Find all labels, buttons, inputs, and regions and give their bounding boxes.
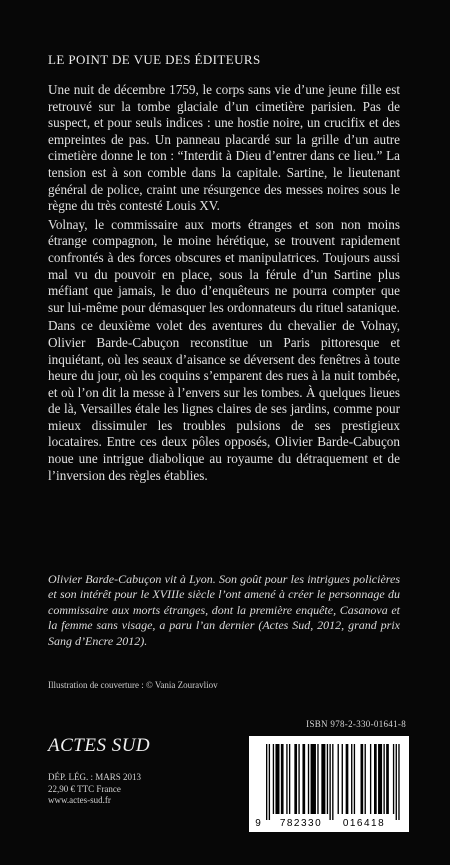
barcode-bar	[396, 744, 397, 820]
barcode-bar	[361, 744, 364, 814]
legal-deposit: DÉP. LÉG. : MARS 2013	[48, 772, 142, 782]
barcode-bar	[378, 744, 382, 814]
blurb-paragraph-2: Volnay, le commissaire aux morts étranges et son non moins étrange compagnon, le moine hérétique, se trouvent rapidement confrontés à des forces obscures et manipulatrices. Toujours aussi mal vu du pouvoir en place, sous la férule d’un Sartine plus méfiant que jamais, le duo d’enquêteurs ne pourra compter que sur lui-même pour démasquer les ordonnateurs du rituel satanique.	[48, 216, 400, 315]
barcode-left-digits: 782330	[279, 818, 323, 829]
barcode-bar	[393, 744, 394, 814]
barcode-bar	[332, 744, 333, 820]
barcode-bar	[329, 744, 330, 820]
section-heading: LE POINT DE VUE DES ÉDITEURS	[48, 52, 261, 67]
barcode-bar	[273, 744, 274, 814]
barcode-bar	[370, 744, 371, 814]
cover-illustration-credit: Illustration de couverture : © Vania Zouravliov	[48, 680, 218, 690]
blurb-paragraph-3: Dans ce deuxième volet des aventures du chevalier de Volnay, Olivier Barde-Cabuçon reconstitue un Paris pittoresque et inquiétant, où les seaux d’aisance se déversent des fenêtres à toute heure du jour, où les coquins s’emparent des rues à la nuit tombée, et où l’on dit la messe à l’envers sur les tombes. À quelques lieues de là, Versailles étale les lignes claires de ses jardins, comme pour mieux dissimuler les troubles pulsions de ses prestigieux locataires. Entre ces deux pôles opposés, Olivier Barde-Cabuçon noue une intrigue diabolique au royaume du détraquement et de l’inversion des règles établies.	[48, 318, 400, 483]
blurb-paragraph-1: Une nuit de décembre 1759, le corps sans vie d’une jeune fille est retrouvé sur la tombe glaciale d’un cimetière parisien. Pas de suspect, et pour seuls indices : une hostie noire, un crucifix et des empreintes de pas. Un panneau placardé sur la grille d’un autre cimetière donne le ton : “Interdit à Dieu d’entrer dans ce lieu.” La tension est à son comble dans la capitale. Sartine, le lieutenant général de police, craint une résurgence des messes noires sous le règne du très contesté Louis XV.	[48, 82, 400, 214]
barcode-bar	[398, 744, 399, 820]
barcode-bar	[275, 744, 279, 814]
barcode-bar	[321, 744, 325, 814]
barcode-bar	[354, 744, 355, 814]
barcode-graphic	[249, 736, 409, 832]
publisher-website: www.actes-sud.fr	[48, 795, 111, 806]
imprint-info	[48, 772, 141, 807]
barcode-bar	[269, 744, 270, 820]
isbn-number: ISBN 978-2-330-01641-8	[306, 719, 406, 729]
barcode-bar	[302, 744, 305, 814]
barcode-bars	[266, 744, 400, 820]
barcode-bar	[289, 744, 290, 814]
barcode-bar	[346, 744, 349, 814]
barcode-bar	[365, 744, 366, 814]
barcode-first-digit: 9	[255, 818, 261, 829]
author-bio: Olivier Barde-Cabuçon vit à Lyon. Son goût pour les intrigues policières et son intérêt pour le XVIIIe siècle l’ont amené à créer le personnage du commissaire aux morts étranges, dont la première enquête, Casanova et la femme sans visage, a paru l’an dernier (Actes Sud, 2012, grand prix Sang d’Encre 2012).	[48, 572, 400, 648]
barcode-bar	[327, 744, 328, 814]
barcode-bar	[317, 744, 318, 814]
blurb-text	[48, 82, 400, 486]
barcode-bar	[311, 744, 316, 814]
price: 22,90 € TTC France	[48, 783, 121, 794]
barcode-right-digits: 016418	[342, 818, 386, 829]
barcode-bar	[308, 744, 309, 814]
barcode-bar	[374, 744, 377, 814]
publisher-logo: ACTES SUD	[48, 735, 151, 756]
barcode	[249, 736, 409, 832]
barcode-bar	[298, 744, 299, 814]
barcode-bar	[386, 744, 389, 814]
barcode-bar	[286, 744, 287, 814]
barcode-bar	[281, 744, 284, 814]
barcode-bar	[266, 744, 267, 820]
barcode-bar	[342, 744, 343, 814]
barcode-bar	[338, 744, 339, 814]
barcode-bar	[294, 744, 297, 814]
barcode-bar	[383, 744, 384, 814]
barcode-bar	[351, 744, 352, 814]
